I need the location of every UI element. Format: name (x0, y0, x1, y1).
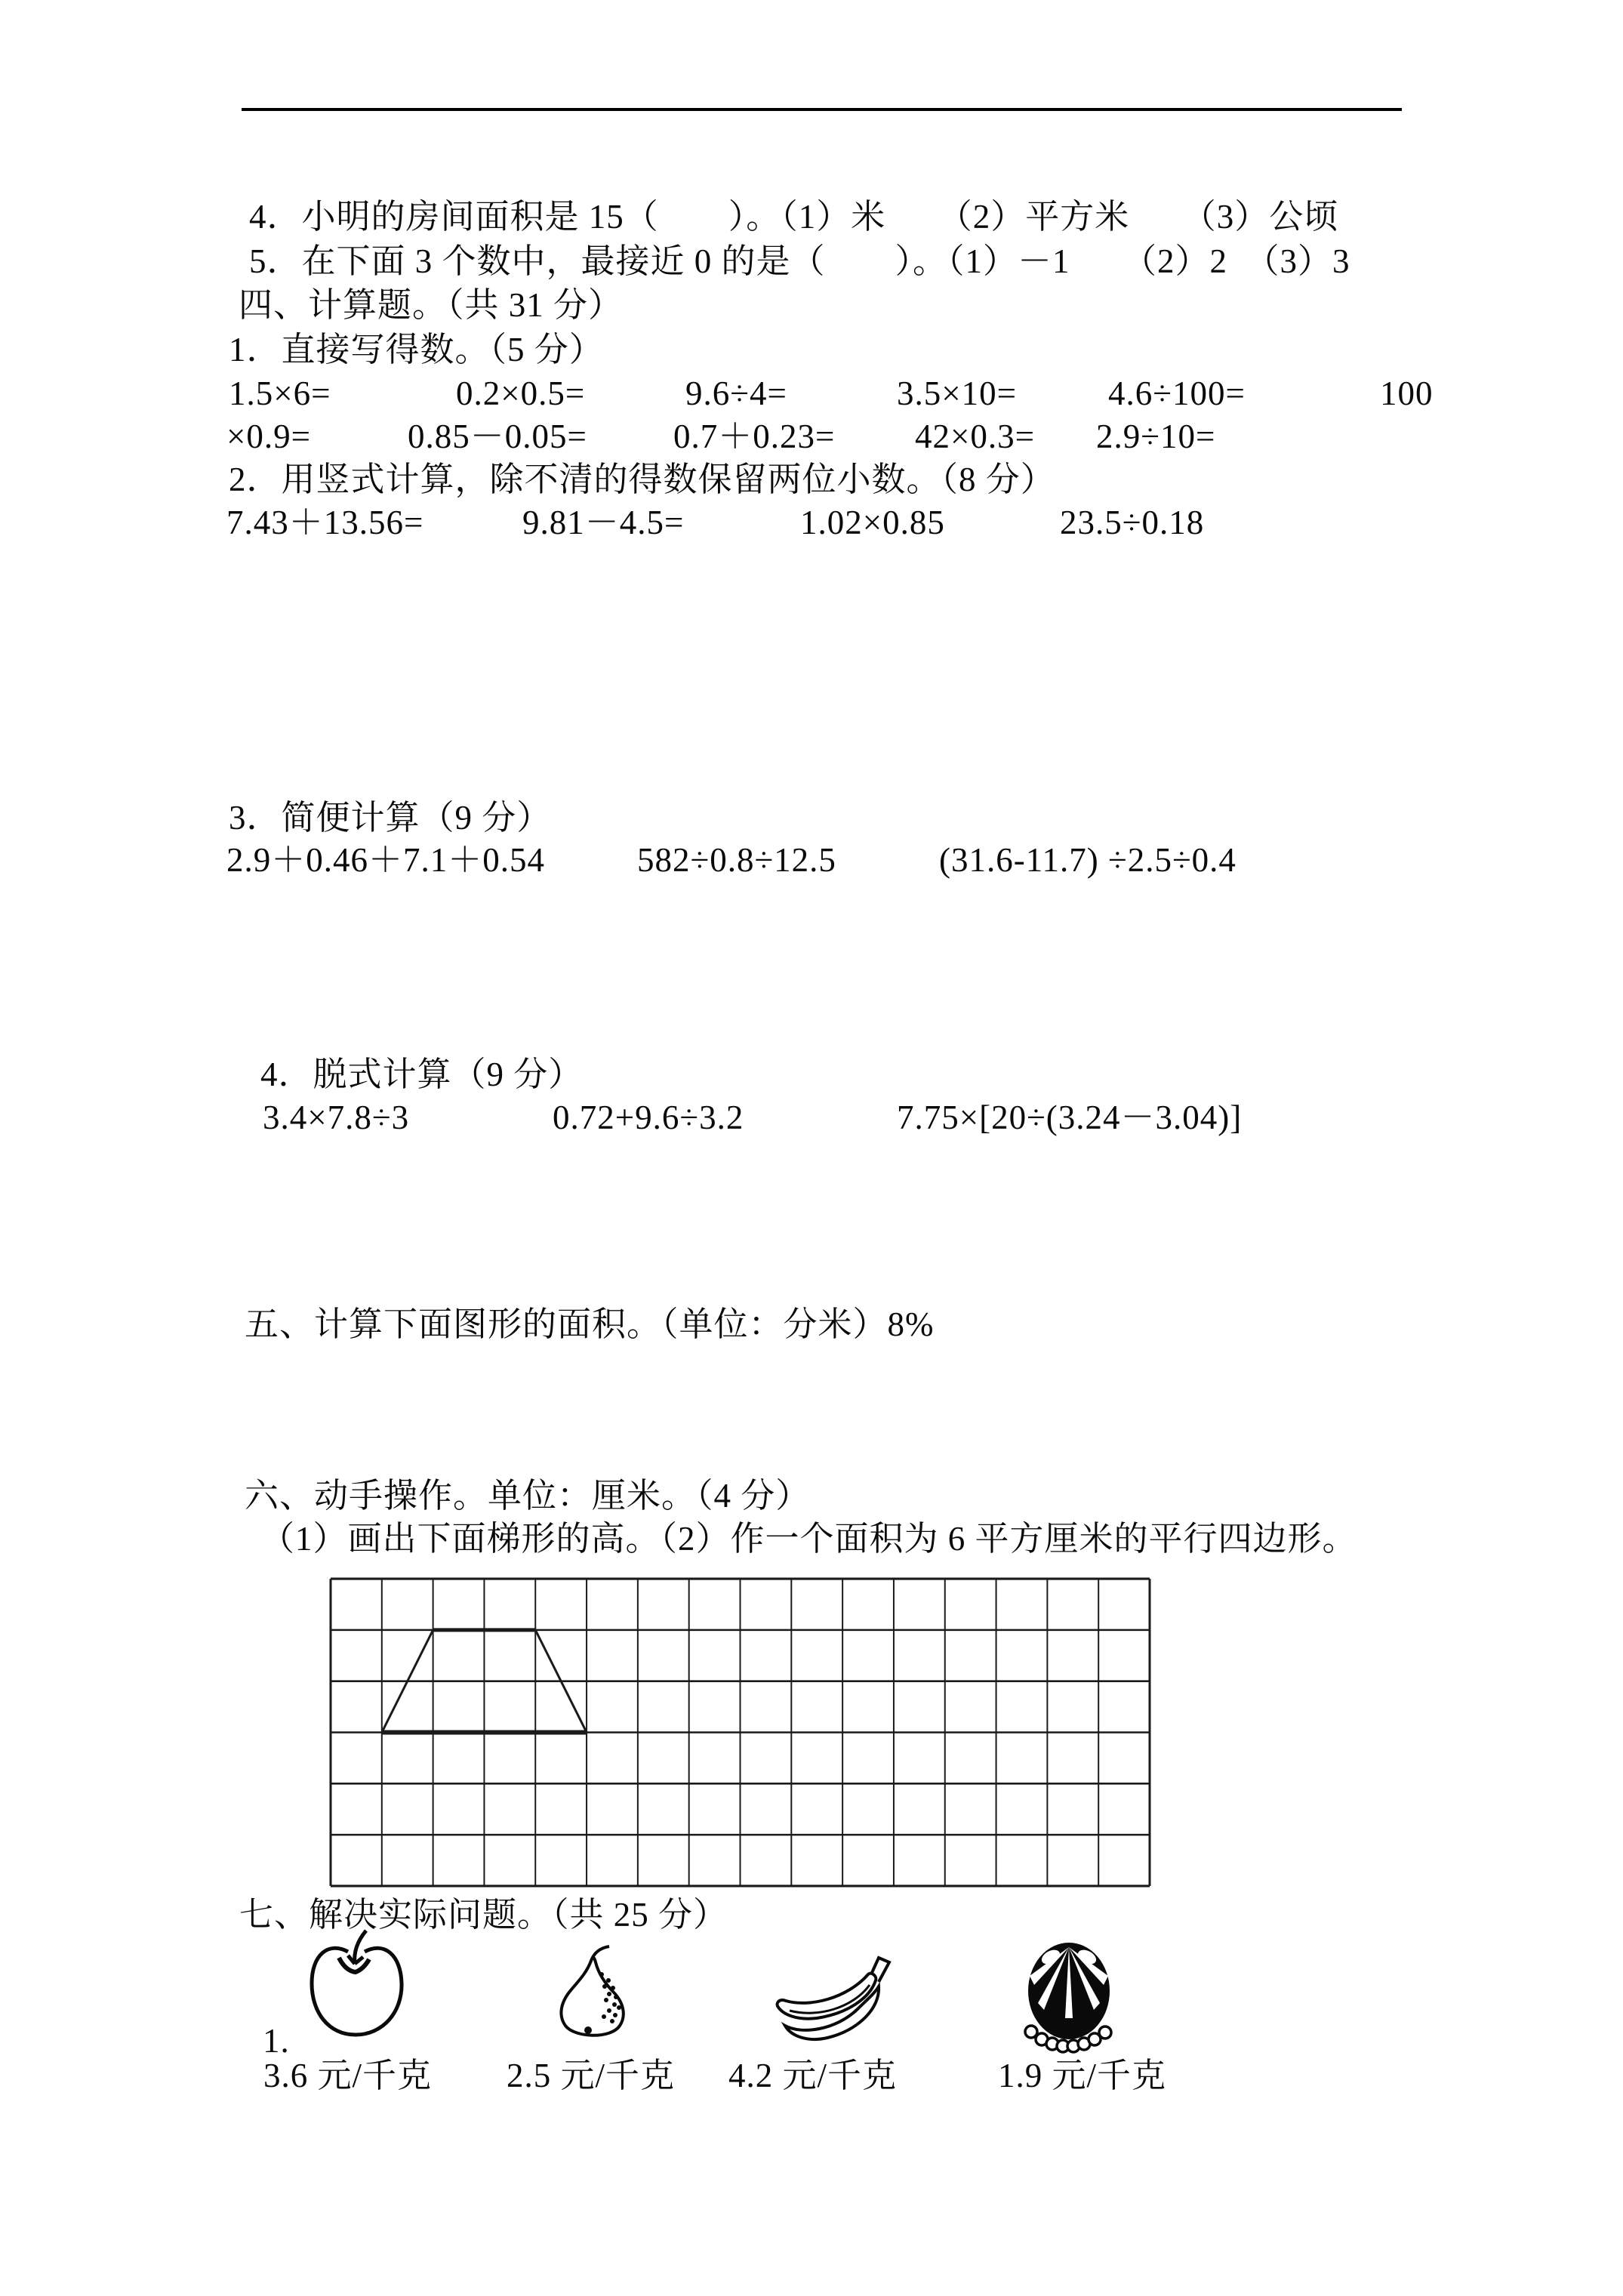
equation-item: 9.81－4.5= (522, 504, 685, 541)
price-label: 4.2 元/千克 (728, 2057, 898, 2094)
equation-item: 1.02×0.85 (800, 504, 945, 541)
apple-illustration (306, 1928, 408, 2050)
equation-item: 9.6÷4= (685, 374, 787, 412)
section-6-heading: 六、动手操作。单位：厘米。（4 分） (245, 1477, 811, 1515)
equation-item: 23.5÷0.18 (1060, 504, 1205, 541)
equation-item: 0.72+9.6÷3.2 (553, 1099, 744, 1136)
equation-item: 0.7＋0.23= (673, 418, 836, 455)
equation-item: 0.85－0.05= (408, 418, 587, 455)
equation-item: 42×0.3= (915, 418, 1036, 455)
item-number: 1. (263, 2022, 290, 2060)
price-label: 3.6 元/千克 (263, 2057, 433, 2094)
equation-item: ×0.9= (226, 418, 312, 455)
equation-item: (31.6-11.7) ÷2.5÷0.4 (939, 841, 1236, 879)
price-label: 1.9 元/千克 (998, 2057, 1167, 2094)
banana-illustration (764, 1950, 907, 2054)
grid-paper (331, 1579, 1150, 1886)
section-6-subtitle: （1）画出下面梯形的高。（2）作一个面积为 6 平方厘米的平行四边形。 (260, 1520, 1357, 1558)
equation-item: 0.2×0.5= (456, 374, 586, 412)
pear-illustration (546, 1943, 640, 2050)
equation-item: 3.5×10= (897, 374, 1018, 412)
equation-item: 4.6÷100= (1108, 374, 1246, 412)
equation-item: 2.9÷10= (1096, 418, 1216, 455)
vertical-calc-heading: 2．用竖式计算，除不清的得数保留两位小数。（8 分） (229, 461, 1055, 498)
equation-item: 100 (1380, 374, 1434, 412)
header-rule (242, 108, 1402, 111)
section-4-heading: 四、计算题。（共 31 分） (239, 286, 624, 324)
equation-item: 3.4×7.8÷3 (263, 1099, 410, 1136)
stepwise-calc-heading: 4．脱式计算（9 分） (260, 1056, 584, 1093)
equation-item: 1.5×6= (229, 374, 331, 412)
equation-item: 7.75×[20÷(3.24－3.04)] (897, 1099, 1243, 1136)
grid-svg (331, 1579, 1150, 1886)
price-label: 2.5 元/千克 (507, 2057, 676, 2094)
section-7-heading: 七、解决实际问题。（共 25 分） (239, 1896, 728, 1934)
equation-item: 2.9＋0.46＋7.1＋0.54 (226, 841, 546, 879)
question-5: 5．在下面 3 个数中，最接近 0 的是（ ）。（1）－1 （2）2 （3）3 (249, 242, 1350, 280)
direct-calc-heading: 1．直接写得数。（5 分） (229, 331, 604, 368)
section-5-heading: 五、计算下面图形的面积。（单位：分米）8% (245, 1305, 935, 1343)
question-4: 4．小明的房间面积是 15（ ）。（1）米 （2）平方米 （3）公顷 (249, 198, 1339, 236)
watermelon-illustration (1019, 1937, 1119, 2054)
equation-item: 7.43＋13.56= (226, 504, 424, 541)
equation-item: 582÷0.8÷12.5 (637, 841, 836, 879)
simple-calc-heading: 3．简便计算（9 分） (229, 799, 552, 837)
